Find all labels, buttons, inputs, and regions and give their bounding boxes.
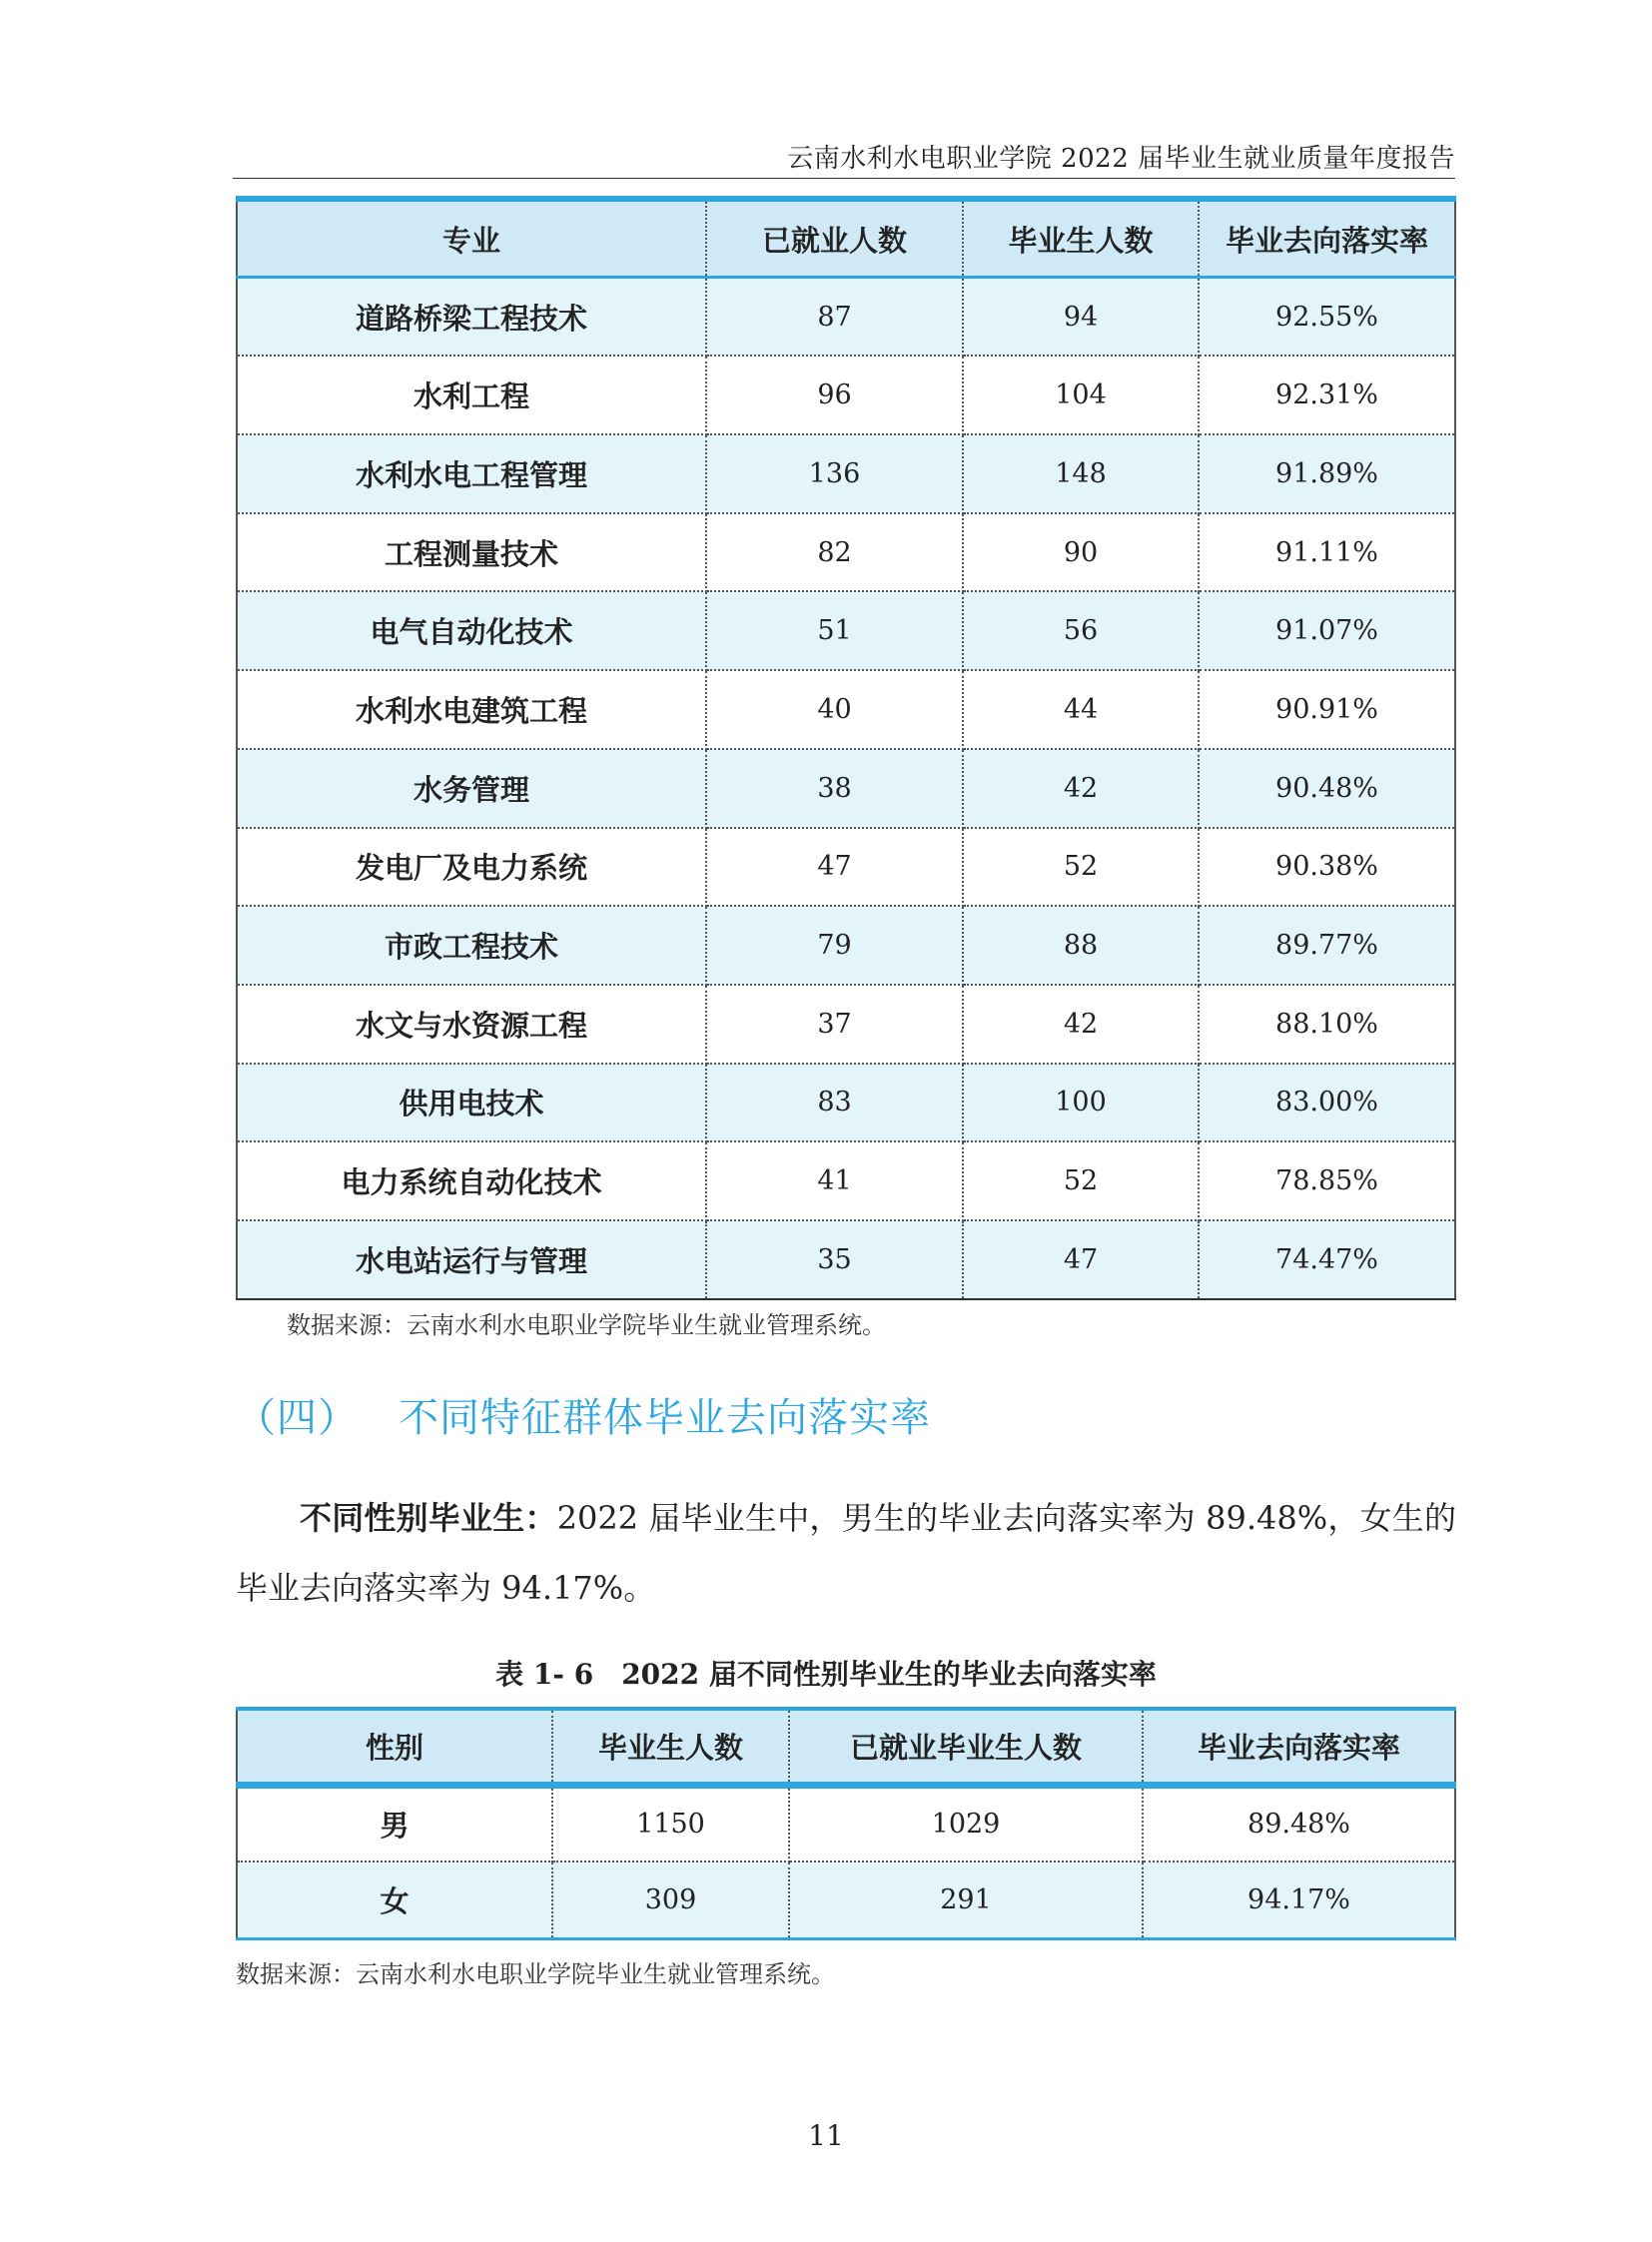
employed-cell: 47	[706, 828, 963, 907]
table-row	[237, 906, 1455, 985]
paragraph-lead: 不同性别毕业生：	[300, 1499, 557, 1537]
graduates-cell: 47	[963, 1220, 1199, 1299]
column-header: 毕业生人数	[963, 199, 1199, 278]
graduates-cell: 148	[963, 434, 1199, 513]
table-caption-title: 2022 届不同性别毕业生的毕业去向落实率	[621, 1658, 1157, 1691]
employed-cell: 37	[706, 985, 963, 1064]
table-row	[237, 434, 1455, 513]
major-cell: 水电站运行与管理	[237, 1220, 706, 1299]
column-header: 毕业去向落实率	[1199, 199, 1455, 278]
graduates-cell: 42	[963, 749, 1199, 828]
table-row	[237, 278, 1455, 357]
gender-cell: 女	[237, 1862, 552, 1938]
rate-cell: 91.89%	[1199, 434, 1455, 513]
gender-employment-table	[236, 1707, 1456, 1940]
page-number: 11	[808, 2119, 844, 2152]
major-cell: 市政工程技术	[237, 906, 706, 985]
employed-cell: 87	[706, 278, 963, 357]
rate-cell: 88.10%	[1199, 985, 1455, 1064]
employed-cell: 291	[789, 1862, 1143, 1938]
rate-cell: 92.31%	[1199, 356, 1455, 434]
gender-cell: 男	[237, 1785, 552, 1862]
table-row	[237, 1064, 1455, 1142]
graduates-cell: 42	[963, 985, 1199, 1064]
graduates-cell: 52	[963, 1141, 1199, 1220]
graduates-cell: 309	[552, 1862, 789, 1938]
rate-cell: 91.07%	[1199, 591, 1455, 670]
column-header: 专业	[237, 199, 706, 278]
rate-cell: 78.85%	[1199, 1141, 1455, 1220]
table-row	[237, 985, 1455, 1064]
column-header: 毕业去向落实率	[1143, 1709, 1455, 1785]
table-source-note: 数据来源：云南水利水电职业学院毕业生就业管理系统。	[287, 1311, 886, 1339]
employed-cell: 82	[706, 513, 963, 592]
rate-cell: 92.55%	[1199, 278, 1455, 357]
employed-cell: 38	[706, 749, 963, 828]
major-cell: 工程测量技术	[237, 513, 706, 592]
table-caption	[0, 1653, 1652, 1693]
table-row	[237, 828, 1455, 907]
table-row	[237, 591, 1455, 670]
table-header-row	[237, 1709, 1455, 1785]
table-row	[237, 1220, 1455, 1299]
employed-cell: 96	[706, 356, 963, 434]
graduates-cell: 100	[963, 1064, 1199, 1142]
major-cell: 水利工程	[237, 356, 706, 434]
graduates-cell: 56	[963, 591, 1199, 670]
rate-cell: 89.77%	[1199, 906, 1455, 985]
rate-cell: 90.91%	[1199, 670, 1455, 749]
major-cell: 水利水电建筑工程	[237, 670, 706, 749]
table-row	[237, 513, 1455, 592]
major-cell: 电力系统自动化技术	[237, 1141, 706, 1220]
graduates-cell: 104	[963, 356, 1199, 434]
running-header: 云南水利水电职业学院 2022 届毕业生就业质量年度报告	[787, 144, 1455, 174]
employed-cell: 35	[706, 1220, 963, 1299]
paragraph-text: 2022 届毕业生中，男生的毕业去向落实率为 89.48%，女生的毕业去向落实率为 94.17%。	[236, 1499, 1456, 1607]
major-cell: 电气自动化技术	[237, 591, 706, 670]
table-row	[237, 1141, 1455, 1220]
rate-cell: 90.38%	[1199, 828, 1455, 907]
graduates-cell: 90	[963, 513, 1199, 592]
employed-cell: 79	[706, 906, 963, 985]
major-cell: 道路桥梁工程技术	[237, 278, 706, 357]
rate-cell: 74.47%	[1199, 1220, 1455, 1299]
major-employment-table	[236, 196, 1456, 1300]
column-header: 毕业生人数	[552, 1709, 789, 1785]
graduates-cell: 94	[963, 278, 1199, 357]
rate-cell: 83.00%	[1199, 1064, 1455, 1142]
table-row	[237, 670, 1455, 749]
section-number: （四）	[236, 1395, 359, 1441]
table-caption-label: 表 1- 6	[495, 1658, 594, 1691]
body-paragraph	[236, 1483, 1456, 1623]
table-row	[237, 1862, 1455, 1938]
major-cell: 水利水电工程管理	[237, 434, 706, 513]
graduates-cell: 1150	[552, 1785, 789, 1862]
rate-cell: 91.11%	[1199, 513, 1455, 592]
graduates-cell: 52	[963, 828, 1199, 907]
employed-cell: 41	[706, 1141, 963, 1220]
section-title: 不同特征群体毕业去向落实率	[399, 1395, 931, 1441]
column-header: 已就业毕业生人数	[789, 1709, 1143, 1785]
header-rule	[233, 178, 1455, 179]
rate-cell: 90.48%	[1199, 749, 1455, 828]
employed-cell: 40	[706, 670, 963, 749]
graduates-cell: 44	[963, 670, 1199, 749]
rate-cell: 89.48%	[1143, 1785, 1455, 1862]
graduates-cell: 88	[963, 906, 1199, 985]
rate-cell: 94.17%	[1143, 1862, 1455, 1938]
table-row	[237, 356, 1455, 434]
table-header-row	[237, 199, 1455, 278]
table-row	[237, 1785, 1455, 1862]
employed-cell: 83	[706, 1064, 963, 1142]
column-header: 性别	[237, 1709, 552, 1785]
major-cell: 发电厂及电力系统	[237, 828, 706, 907]
major-cell: 水文与水资源工程	[237, 985, 706, 1064]
employed-cell: 51	[706, 591, 963, 670]
table-row	[237, 749, 1455, 828]
column-header: 已就业人数	[706, 199, 963, 278]
major-cell: 水务管理	[237, 749, 706, 828]
table-source-note: 数据来源：云南水利水电职业学院毕业生就业管理系统。	[236, 1960, 835, 1988]
major-cell: 供用电技术	[237, 1064, 706, 1142]
employed-cell: 136	[706, 434, 963, 513]
section-heading	[236, 1386, 931, 1443]
employed-cell: 1029	[789, 1785, 1143, 1862]
